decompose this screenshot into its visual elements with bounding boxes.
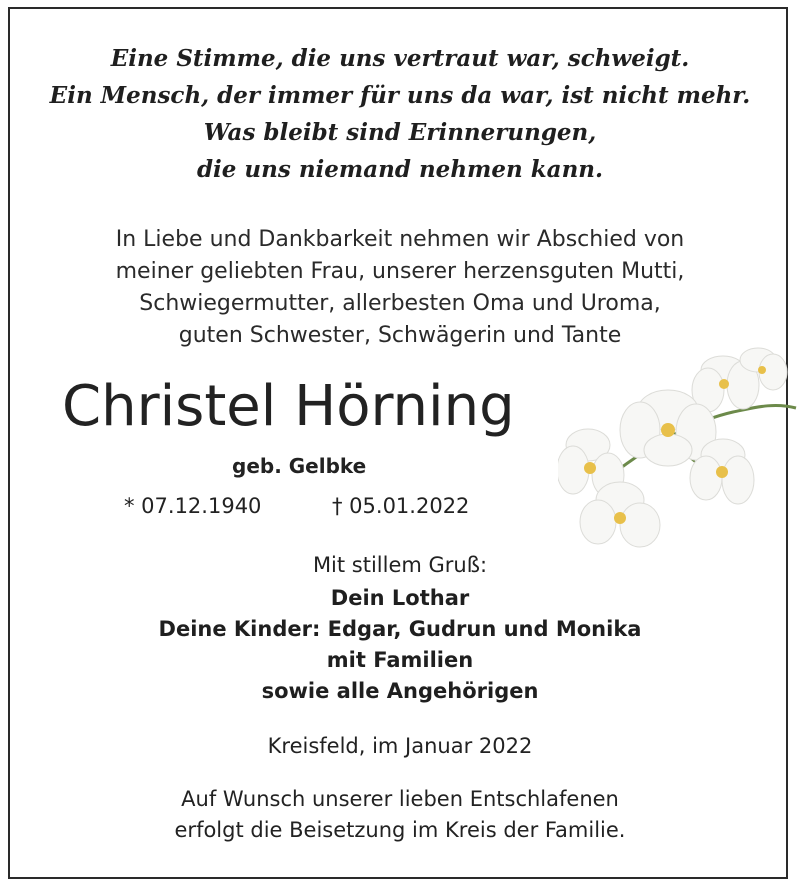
intro-line: Schwiegermutter, allerbesten Oma und Uroma, — [139, 291, 661, 316]
signer-line: Deine Kinder: Edgar, Gudrun und Monika — [158, 617, 642, 641]
deceased-name: Christel Hörning — [62, 374, 515, 439]
intro-line: In Liebe und Dankbarkeit nehmen wir Abschied von — [115, 227, 685, 252]
maiden-name: geb. Gelbke — [232, 454, 367, 478]
death-date: † 05.01.2022 — [332, 494, 470, 518]
greeting: Mit stillem Gruß: — [312, 553, 488, 577]
intro-line: guten Schwester, Schwägerin und Tante — [178, 323, 622, 348]
orchid-icon — [558, 340, 798, 550]
poem-line: Eine Stimme, die uns vertraut war, schweigt. — [110, 45, 690, 72]
place-date: Kreisfeld, im Januar 2022 — [267, 734, 533, 758]
signer-line: Dein Lothar — [330, 586, 470, 610]
poem-line: Was bleibt sind Erinnerungen, — [203, 119, 597, 146]
signers — [0, 583, 800, 707]
poem — [0, 40, 800, 188]
poem-line: die uns niemand nehmen kann. — [196, 156, 604, 183]
burial-note — [0, 784, 800, 846]
note-line: Auf Wunsch unserer lieben Entschlafenen — [181, 787, 619, 811]
orchid-flower — [580, 482, 660, 547]
poem-line: Ein Mensch, der immer für uns da war, ist nicht mehr. — [49, 82, 751, 109]
intro-text — [0, 224, 800, 352]
signer-line: sowie alle Angehörigen — [261, 679, 539, 703]
birth-date: * 07.12.1940 — [124, 494, 262, 518]
note-line: erfolgt die Beisetzung im Kreis der Familie. — [174, 818, 626, 842]
signer-line: mit Familien — [326, 648, 474, 672]
intro-line: meiner geliebten Frau, unserer herzensguten Mutti, — [115, 259, 685, 284]
